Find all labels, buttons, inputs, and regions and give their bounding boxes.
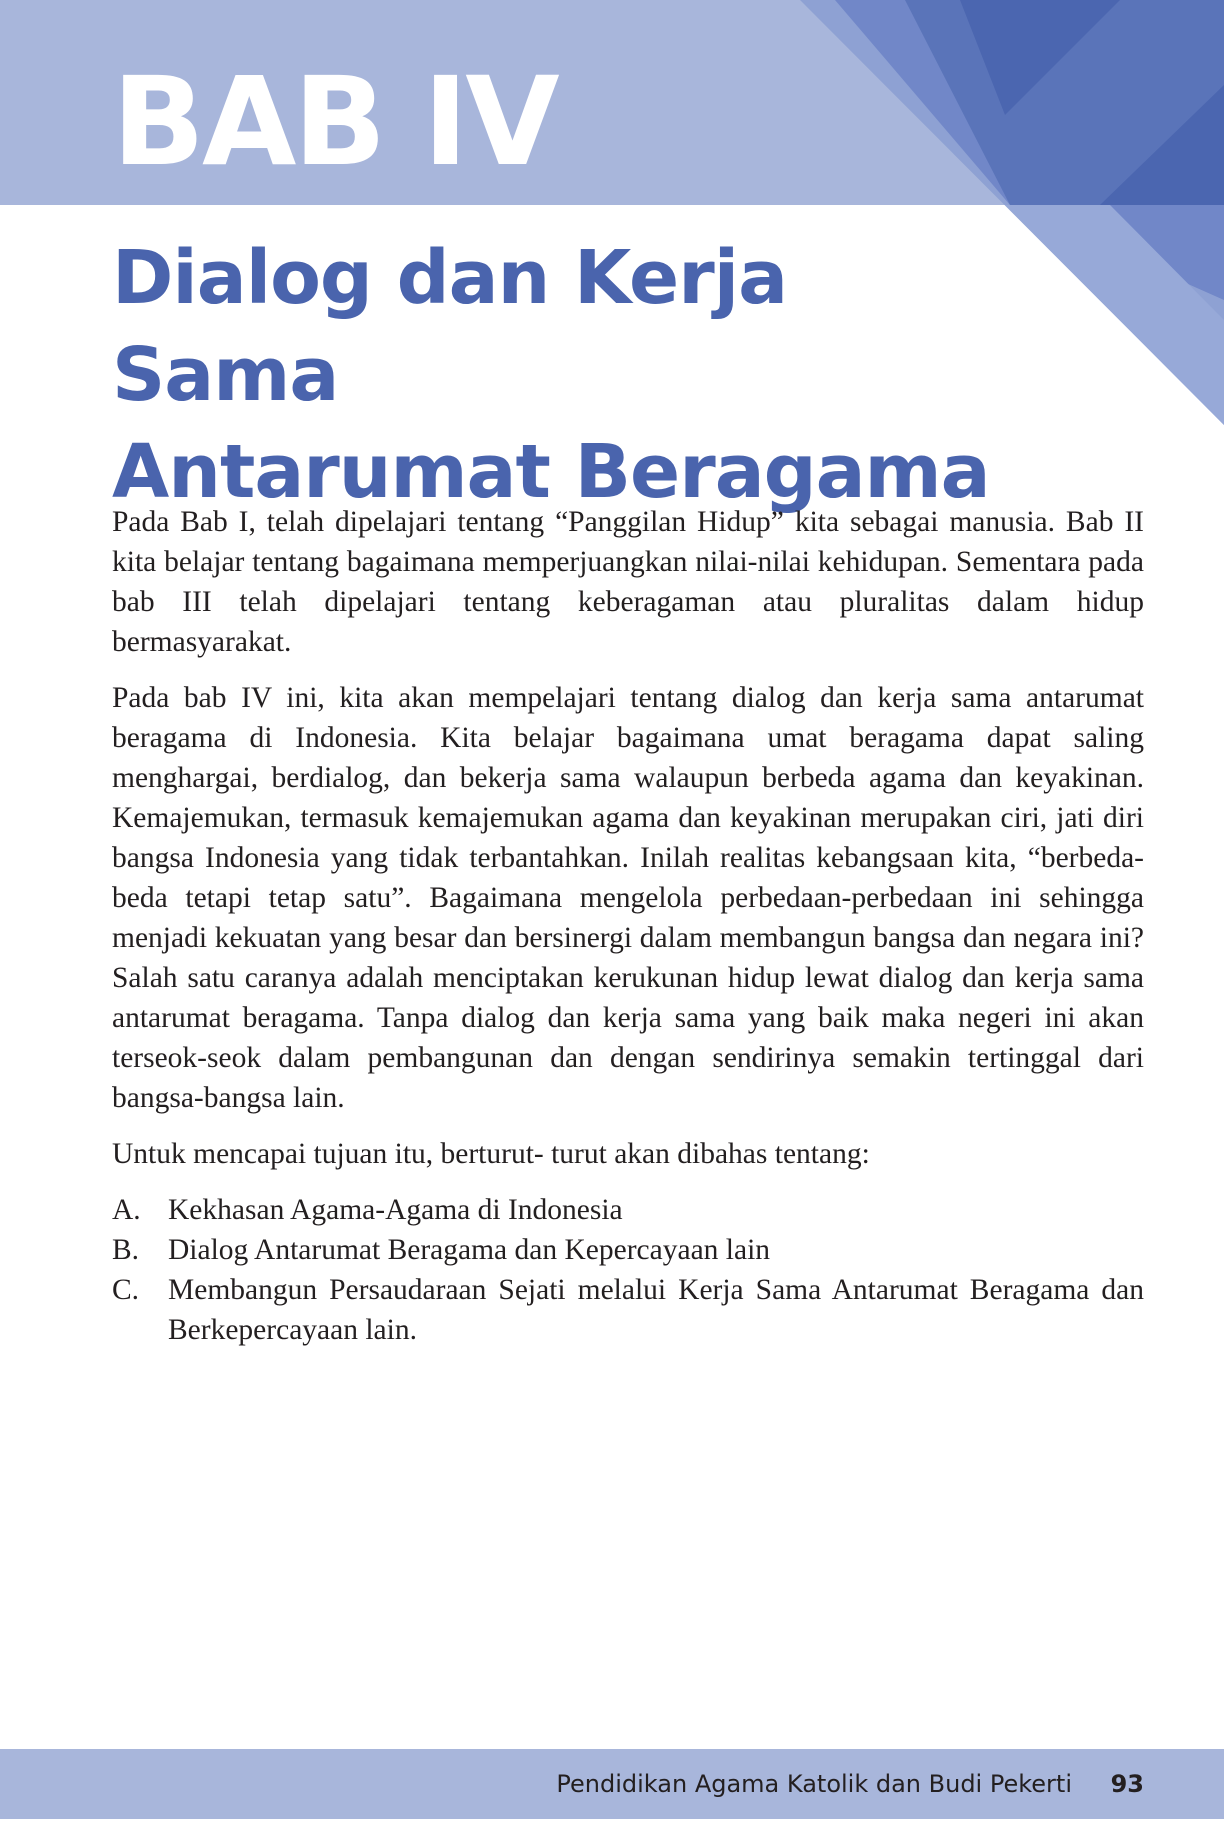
- topic-item: [112, 1270, 1144, 1350]
- topic-item: [112, 1190, 1144, 1230]
- chapter-title-line1: Dialog dan Kerja Sama: [112, 235, 788, 418]
- intro-paragraph-2: Pada bab IV ini, kita akan mempelajari tentang dialog dan kerja sama antarumat beragama di Indonesia. Kita belajar bagaimana umat beragama dapat saling menghargai, berdialog, dan bekerja sama walaupun berbeda agama dan keyakinan. Kemajemukan, termasuk kemajemukan agama dan keyakinan merupakan ciri, jati diri bangsa Indonesia yang tidak terbantahkan. Inilah realitas kebangsaan kita, “berbeda-beda tetapi tetap satu”. Bagaimana mengelola perbedaan-perbedaan ini sehingga menjadi kekuatan yang besar dan bersinergi dalam membangun bangsa dan negara ini? Salah satu caranya adalah menciptakan kerukunan hidup lewat dialog dan kerja sama antarumat beragama. Tanpa dialog dan kerja sama yang baik maka negeri ini akan terseok-seok dalam pembangunan dan dengan sendirinya semakin tertinggal dari bangsa-bangsa lain.: [112, 682, 1144, 1114]
- topic-text: Dialog Antarumat Beragama dan Kepercayaan lain: [168, 1234, 771, 1266]
- topic-item: [112, 1230, 1144, 1270]
- topic-letter: A.: [112, 1194, 141, 1226]
- topic-text: Kekhasan Agama-Agama di Indonesia: [168, 1194, 623, 1226]
- chapter-title-line2: Antarumat Beragama: [112, 429, 990, 515]
- intro-paragraph-1: Pada Bab I, telah dipelajari tentang “Panggilan Hidup” kita sebagai manusia. Bab II kita belajar tentang bagaimana memperjuangkan nilai-nilai kehidupan. Sementara pada bab III telah dipelajari tentang keberagaman atau pluralitas dalam hidup bermasyarakat.: [112, 506, 1144, 658]
- topic-letter: B.: [112, 1234, 140, 1266]
- topic-letter: C.: [112, 1274, 140, 1306]
- page-number: 93: [1110, 1770, 1144, 1798]
- topics-intro: Untuk mencapai tujuan itu, berturut- turut akan dibahas tentang:: [112, 1138, 870, 1170]
- chapter-title: [112, 230, 1012, 521]
- topic-list: [112, 1190, 1144, 1350]
- footer-band: [0, 1749, 1224, 1819]
- topic-text: Membangun Persaudaraan Sejati melalui Kerja Sama Antarumat Beragama dan Berkepercayaan lain.: [168, 1274, 1144, 1346]
- footer-book-title: Pendidikan Agama Katolik dan Budi Pekerti: [556, 1770, 1072, 1798]
- chapter-label: BAB IV: [112, 51, 557, 193]
- chapter-intro: [112, 502, 1144, 1350]
